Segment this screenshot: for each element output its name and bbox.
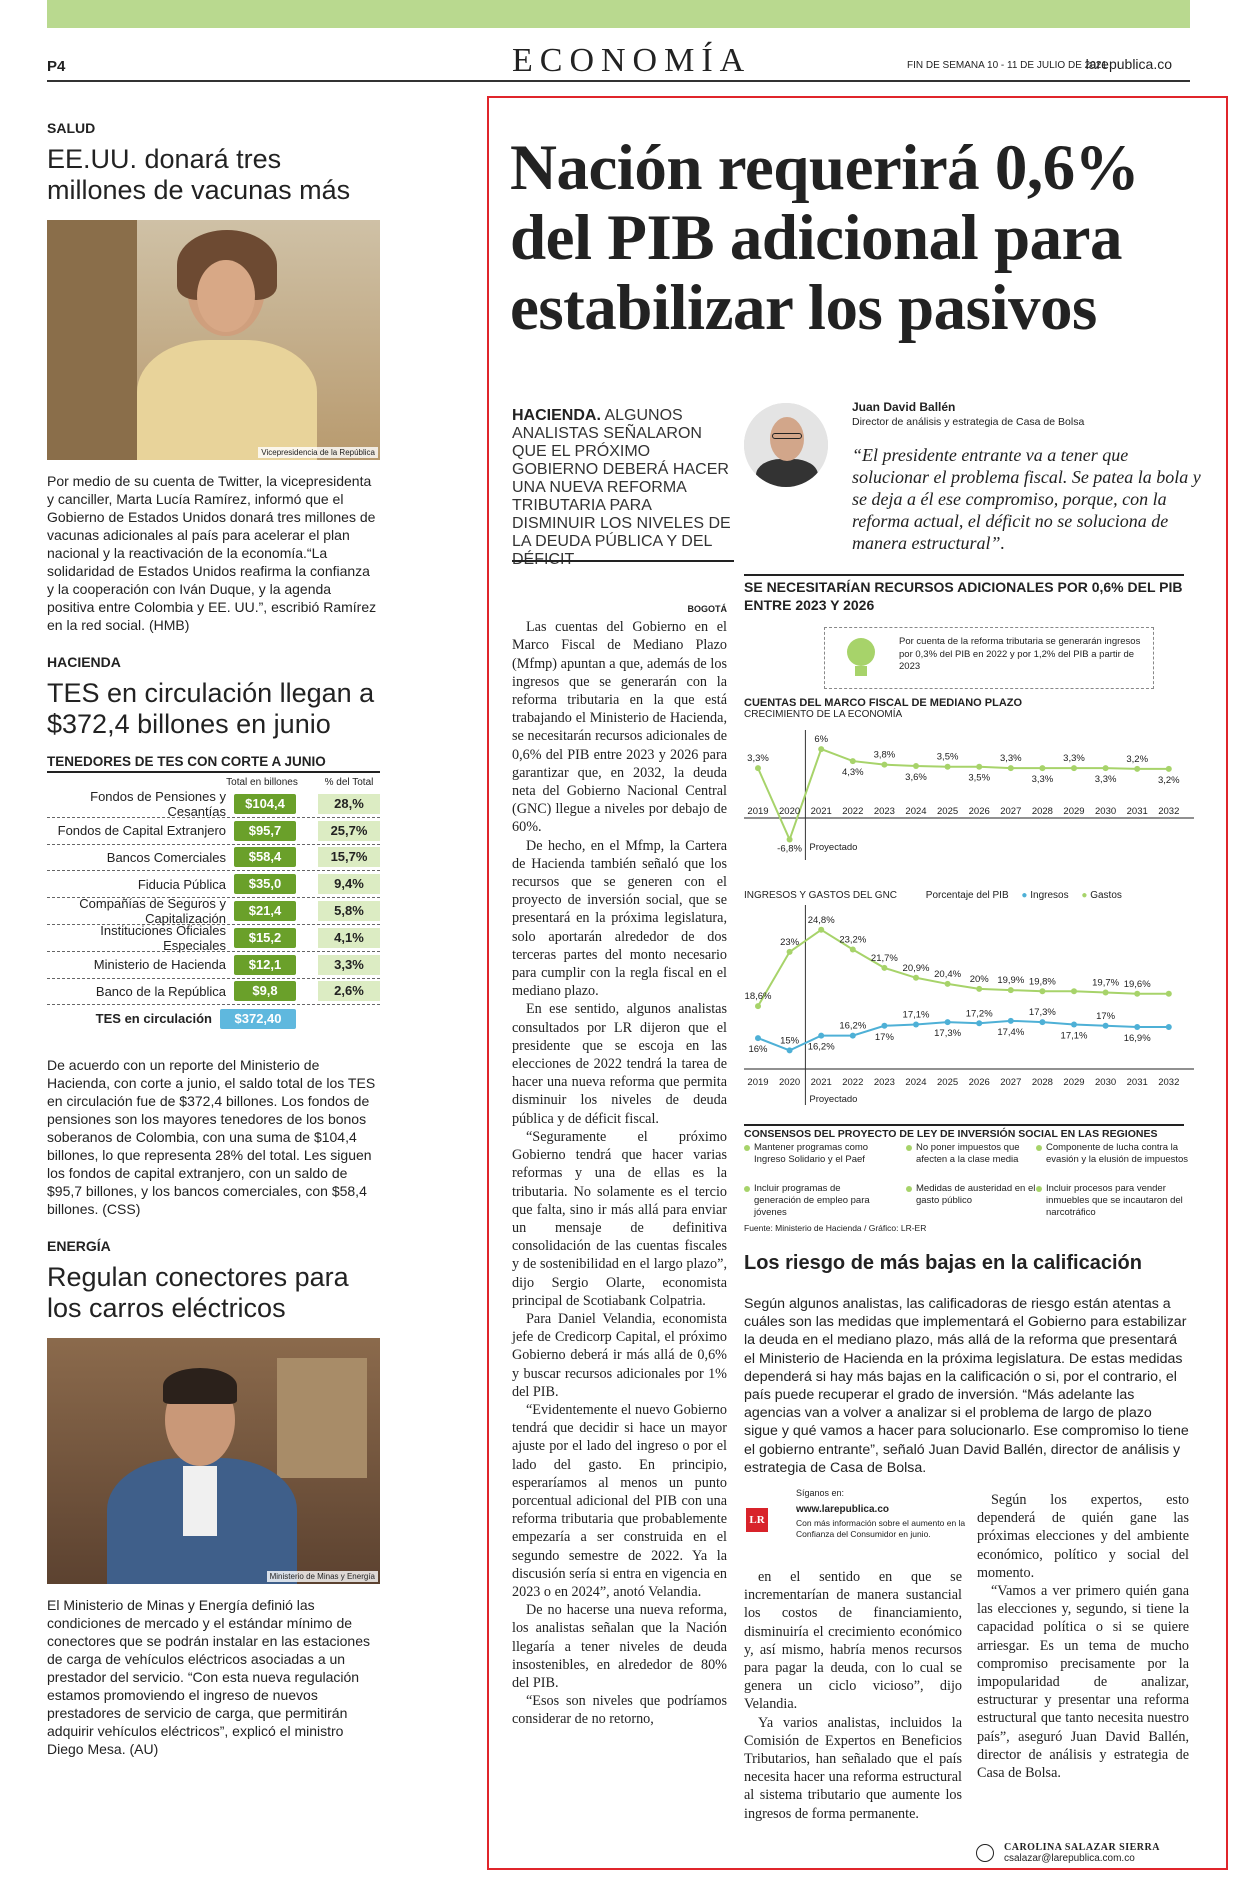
chart1-subtitle: CRECIMIENTO DE LA ECONOMÍA — [744, 709, 903, 720]
tes-row-value: $104,4 — [234, 794, 296, 814]
tes-total-value: $372,40 — [220, 1009, 296, 1029]
consensus-item: Incluir procesos para vender inmuebles que se incautaron del narcotráfico — [1036, 1183, 1191, 1219]
article-column-2 — [744, 1568, 962, 1823]
x-tick-label: 2031 — [1126, 1077, 1148, 1088]
tes-row — [47, 898, 380, 925]
col1-paragraphs — [512, 618, 727, 1728]
author-block — [1004, 1842, 1160, 1864]
growth-line — [758, 749, 1169, 839]
ingresos-label: 16,2% — [839, 1020, 867, 1032]
tes-row-name: Compañías de Seguros y Capitalización — [79, 896, 226, 927]
tes-row-value: $95,7 — [234, 821, 296, 841]
consensus-item: Medidas de austeridad en el gasto público — [906, 1183, 1036, 1207]
gastos-point — [850, 946, 856, 952]
x-tick-label: 2021 — [810, 806, 832, 817]
ingresos-point — [1071, 1022, 1077, 1028]
growth-label: 3,8% — [873, 749, 896, 761]
x-tick-label: 2025 — [937, 806, 959, 817]
gastos-point — [881, 965, 887, 971]
follow-url[interactable]: www.larepublica.co — [796, 1504, 889, 1515]
article-paragraph: “Evidentemente el nuevo Gobierno tendrá que decidir si hace un mayor ajuste por el lado del ingreso o por el lado del gasto. En principio, esperaríamos al menos un punto porcentual adicional del PIB con una reforma tributaria que probablemente empezaría a ser construida en el segundo semestre de 2022. Ya la discusión sería si entra en vigencia en 2023 o en 2024”, anotó Velandia. — [512, 1401, 727, 1600]
gastos-label: 24,8% — [807, 914, 835, 926]
x-tick-label: 2020 — [779, 1077, 801, 1088]
ingresos-point — [945, 1019, 951, 1025]
energia-kicker: ENERGÍA — [47, 1238, 111, 1255]
projected-label: Proyectado — [809, 842, 858, 853]
tes-row-name: Instituciones Oficiales Especiales — [100, 922, 226, 953]
energia-photo-caption: Ministerio de Minas y Energía — [267, 1571, 378, 1582]
x-tick-label: 2028 — [1031, 806, 1053, 817]
gastos-label: 19,6% — [1123, 978, 1151, 990]
article-paragraph: Las cuentas del Gobierno en el Marco Fiscal de Mediano Plazo (Mfmp) apuntan a que, además de los ingresos que se generarán con la reforma tributaria en la que está trabajando el Ministerio de Hacienda, se necesitarán recursos adicionales de 0,6% del PIB entre 2023 y 2026 para garantizar que, en 2032, la deuda neta del Gobierno Nacional Central (GNC) llegue a niveles por debajo de 60%. — [512, 619, 727, 836]
col2-paragraphs — [744, 1568, 962, 1823]
article-paragraph: Para Daniel Velandia, economista jefe de Credicorp Capital, el próximo Gobierno deberá ir más allá de 0,6% y buscar recursos adicionales por 1% del PIB. — [512, 1310, 727, 1400]
lr-logo: LR — [746, 1508, 768, 1532]
x-tick-label: 2021 — [810, 1077, 832, 1088]
growth-point — [1071, 765, 1077, 771]
lead-body: ALGUNOS ANALISTAS SEÑALARON QUE EL PRÓXIMO GOBIERNO DEBERÁ HACER UNA NUEVA REFORMA TRIBUTARIA PARA DISMINUIR LOS NIVELES DE LA DEUDA PÚBLICA Y DEL — [512, 407, 731, 550]
x-tick-label: 2024 — [905, 1077, 927, 1088]
tes-row-value: $15,2 — [234, 928, 296, 948]
section-name: ECONOMÍA — [512, 42, 752, 79]
x-tick-label: 2020 — [779, 806, 801, 817]
pull-quote: “El presidente entrante va a tener que solucionar el problema fiscal. Se patea la bola y se deja a él ese compromiso, porque, con la reforma actual, el déficit no se soluciona de manera estructural”. — [852, 445, 1201, 553]
x-tick-label: 2030 — [1095, 1077, 1117, 1088]
tes-table-title: TENEDORES DE TES CON CORTE A JUNIO — [47, 754, 380, 773]
mail-icon — [976, 1844, 994, 1862]
tes-row-pct: 3,3% — [318, 955, 380, 975]
tes-col-pct: % del Total — [324, 777, 374, 788]
article-column-3 — [977, 1491, 1189, 1782]
ingresos-point — [1134, 1024, 1140, 1030]
issue-date: FIN DE SEMANA 10 - 11 DE JULIO DE 2021 — [907, 60, 1107, 71]
ingresos-label: 16% — [748, 1044, 768, 1056]
x-tick-label: 2019 — [747, 1077, 769, 1088]
consensus-item: No poner impuestos que afecten a la clase media — [906, 1142, 1036, 1166]
growth-point — [755, 765, 761, 771]
tes-col-total: Total en billones — [226, 777, 298, 788]
page-number: P4 — [47, 58, 66, 75]
chart1-labels — [744, 697, 1022, 720]
quote-name: Juan David Ballén — [852, 400, 956, 414]
gastos-point — [1071, 988, 1077, 994]
col3-paragraphs — [977, 1491, 1189, 1782]
chart2-legend-title: Porcentaje del PIB — [925, 890, 1009, 901]
x-tick-label: 2029 — [1063, 1077, 1085, 1088]
article-paragraph: “Seguramente el próximo Gobierno tendrá que hacer varias reformas y una de ellas es la tributaria. No solamente es el tercio que falta, sino ir más allá para enviar un mensaje de definitiva consolidación de las cuentas fiscales y de sostenibilidad en el largo plazo”, dijo Sergio Olarte, economista principal de Scotiabank Colpatria. — [512, 1128, 727, 1309]
ingresos-label: 17,4% — [997, 1026, 1025, 1038]
tes-row — [47, 788, 380, 819]
gastos-point — [976, 986, 982, 992]
article-paragraph: De no hacerse una nueva reforma, los analistas señalan que la Nación llegaría a tener niveles de deuda insostenibles, en alrededor de 80% del PIB. — [512, 1602, 727, 1691]
salud-title: EE.UU. donará tres millones de vacunas más — [47, 144, 351, 205]
article-paragraph: “Vamos a ver primero quién gana las elecciones y, segundo, si tiene la capacidad política o si se quiere arriesgar. Es un tema de mucho compromiso precisamente por la impopularidad de analizar, estructurar y presentar una reforma estructural que tanto necesita nuestro país”, aseguró Juan David Ballén, director de análisis y estrategia de Casa de Bolsa. — [977, 1583, 1189, 1782]
tes-row-pct: 9,4% — [318, 874, 380, 894]
tes-row-name: Ministerio de Hacienda — [93, 957, 226, 973]
ingresos-point — [787, 1047, 793, 1053]
x-tick-label: 2025 — [937, 1077, 959, 1088]
tes-total-row — [47, 1005, 380, 1032]
tes-row-pct: 2,6% — [318, 981, 380, 1001]
growth-point — [787, 837, 793, 843]
infographic-title: SE NECESITARÍAN RECURSOS ADICIONALES POR 0,6% DEL PIB ENTRE 2023 Y 2026 — [744, 574, 1184, 614]
tes-row-value: $21,4 — [234, 901, 296, 921]
ingresos-label: 17,2% — [965, 1008, 993, 1020]
growth-point — [850, 758, 856, 764]
x-tick-label: 2030 — [1095, 806, 1117, 817]
income-expense-chart — [744, 905, 1194, 1105]
ingresos-label: 17% — [1096, 1010, 1116, 1022]
growth-label: 3,3% — [1063, 753, 1085, 765]
ingresos-label: 16,2% — [807, 1041, 835, 1053]
tes-row-pct: 28,% — [318, 794, 380, 814]
growth-label: 6% — [814, 734, 829, 746]
growth-label: 3,2% — [1157, 774, 1180, 786]
x-tick-label: 2027 — [1000, 1077, 1022, 1088]
gastos-point — [1134, 991, 1140, 997]
x-tick-label: 2031 — [1126, 806, 1148, 817]
ingresos-point — [850, 1033, 856, 1039]
tes-row — [47, 979, 380, 1006]
ingresos-point — [755, 1035, 761, 1041]
hacienda-kicker: HACIENDA — [47, 654, 121, 670]
quote-role: Director de análisis y estrategia de Casa de Bolsa — [852, 416, 1085, 428]
ingresos-label: 17% — [874, 1031, 894, 1043]
projected-label: Proyectado — [809, 1094, 858, 1105]
ingresos-point — [818, 1033, 824, 1039]
tes-row-name: Fondos de Pensiones y Cesantías — [90, 788, 226, 819]
main-headline: Nación requerirá 0,6% del PIB adicional para estabilizar los pasivos — [510, 132, 1140, 344]
x-tick-label: 2023 — [873, 806, 895, 817]
consensus-item: Incluir programas de generación de empleo para jóvenes — [744, 1183, 884, 1219]
legend-gastos: Gastos — [1090, 890, 1122, 901]
tes-row — [47, 952, 380, 979]
follow-desc: Con más información sobre el aumento en la Confianza del Consumidor en junio. — [796, 1518, 966, 1539]
growth-label: 3,5% — [968, 772, 991, 784]
follow-label: Síganos en: — [796, 1488, 845, 1498]
ingresos-point — [1008, 1018, 1014, 1024]
ingresos-point — [976, 1020, 982, 1026]
gastos-label: 19,9% — [997, 975, 1025, 987]
gastos-label: 19,8% — [1028, 976, 1056, 988]
site-link[interactable]: larepublica.co — [1085, 56, 1172, 72]
gastos-label: 23,2% — [839, 934, 867, 946]
growth-point — [1134, 766, 1140, 772]
tes-total-label: TES en circulación — [95, 1011, 212, 1027]
author-email[interactable]: csalazar@larepublica.com.co — [1004, 1853, 1135, 1864]
growth-point — [1166, 766, 1172, 772]
growth-label: 3,3% — [1094, 774, 1117, 786]
growth-point — [818, 746, 824, 752]
ingresos-point — [881, 1023, 887, 1029]
growth-label: 4,3% — [841, 767, 864, 779]
ingresos-label: 17,1% — [902, 1009, 930, 1021]
chart2-title: INGRESOS Y GASTOS DEL GNC — [744, 890, 898, 901]
article-paragraph: Según los expertos, esto dependerá de quién gane las próximas elecciones y del ambiente económico, político y social del momento. — [977, 1492, 1189, 1581]
gastos-point — [1008, 987, 1014, 993]
growth-label: 3,2% — [1126, 753, 1149, 765]
growth-point — [881, 762, 887, 768]
dateline: BOGOTÁ — [687, 604, 727, 614]
consensus-title: CONSENSOS DEL PROYECTO DE LEY DE INVERSIÓN SOCIAL EN LAS REGIONES — [744, 1124, 1184, 1140]
growth-point — [1008, 765, 1014, 771]
x-tick-label: 2028 — [1031, 1077, 1053, 1088]
ingresos-point — [913, 1022, 919, 1028]
hacienda-text: De acuerdo con un reporte del Ministerio de Hacienda, con corte a junio, el saldo total de los TES en circulación fue de $372,4 billones. Los fondos de pensiones son los mayores tenedores de los bonos soberanos de Colombia, con una suma de $104,4 billones, lo que representa 28% del total. Les siguen los fondos de capital extranjero, con un saldo de $95,7 billones, y los bancos comerciales, con $58,4 billones. (CSS) — [47, 1057, 376, 1218]
growth-label: 3,6% — [905, 772, 927, 784]
gastos-point — [818, 927, 824, 933]
x-tick-label: 2027 — [1000, 806, 1022, 817]
tes-row-name: Bancos Comerciales — [106, 849, 226, 865]
tes-row-value: $12,1 — [234, 955, 296, 975]
chart1-title: CUENTAS DEL MARCO FISCAL DE MEDIANO PLAZO — [744, 697, 1023, 709]
ingresos-label: 17,3% — [1028, 1007, 1056, 1019]
growth-chart — [744, 730, 1194, 880]
tes-row-name: Fondos de Capital Extranjero — [57, 823, 226, 839]
tes-row-pct: 15,7% — [318, 847, 380, 867]
lead-kicker: HACIENDA. — [512, 407, 601, 424]
ingresos-point — [1166, 1024, 1172, 1030]
article-paragraph: En ese sentido, algunos analistas consultados por LR dijeron que el presidente que se escoja en las elecciones de 2022 tendrá la tarea de hacer una nueva reforma que permita disminuir los niveles de deuda pública y de déficit fiscal. — [512, 1001, 727, 1127]
chart2-labels: INGRESOS Y GASTOS DEL GNC Porcentaje del PIB ● Ingresos ● Gastos — [744, 890, 1122, 901]
growth-label: 3,3% — [1031, 774, 1054, 786]
gastos-point — [787, 949, 793, 955]
gastos-point — [945, 981, 951, 987]
tes-row — [47, 818, 380, 845]
tes-row-name: Fiducia Pública — [137, 876, 226, 892]
tes-table — [47, 788, 380, 1005]
gastos-label: 19,7% — [1092, 977, 1120, 989]
lead-divider — [512, 560, 734, 562]
growth-point — [913, 763, 919, 769]
gastos-point — [1039, 988, 1045, 994]
x-tick-label: 2026 — [968, 1077, 990, 1088]
energia-photo — [47, 1338, 380, 1584]
energia-title: Regulan conectores para los carros eléctricos — [47, 1262, 349, 1324]
gastos-label: 23% — [780, 936, 800, 948]
energia-text: El Ministerio de Minas y Energía definió las condiciones de mercado y el estándar mínimo de conectores que se podrán instalar en las estaciones de carga de vehículos eléctricos asociadas a un prestador del servicio. “Con esta nueva regulación estamos promoviendo el ingreso de nuevos prestadores de servicio de carga, que permitirán adquirir vehículos eléctricos”, explicó el ministro Diego Mesa. (AU) — [47, 1597, 370, 1758]
reform-note: Por cuenta de la reforma tributaria se generarán ingresos por 0,3% del PIB en 2022 y por 1,2% del PIB a partir de 2023 — [899, 636, 1141, 672]
subhead-text: Según algunos analistas, las calificadoras de riesgo están atentas a cuáles son las medidas que implementará el Gobierno para estabilizar la deuda en el mediano plazo, más allá de la reforma que presentará el Ministerio de Hacienda en la próxima legislatura. De estas medidas dependerá si hay más bajas en la calificación o si, por el contrario, el país puede recuperar el grado de inversión. “Más adelante las agencias van a volver a analizar si el problema de largo de plazo sigue y qué vamos a hacer para solucionarlo. Ese compromiso lo tiene el gobierno entrante”, señaló Juan David Ballén, director de análisis y estrategia de Casa de Bolsa. — [744, 1296, 1189, 1476]
author-name: CAROLINA SALAZAR SIERRA — [1004, 1842, 1160, 1853]
salud-text: Por medio de su cuenta de Twitter, la vicepresidenta y canciller, Marta Lucía Ramírez, informó que el Gobierno de Estados Unidos donará tres millones de vacunas adicionales al país para acelerar el plan nacional y la reactivación de la economía.“La solidaridad de Estados Unidos reafirma la confianza y la cooperación con Iván Duque, y la agenda positiva entre Colombia y EE. UU.”, escribió Ramírez en la red social. (HMB) — [47, 473, 377, 633]
x-tick-label: 2024 — [905, 806, 927, 817]
x-tick-label: 2032 — [1158, 806, 1180, 817]
reform-note-box — [824, 627, 1154, 689]
chart-source: Fuente: Ministerio de Hacienda / Gráfico: LR-ER — [744, 1223, 927, 1233]
lightbulb-icon — [847, 638, 875, 666]
ingresos-point — [1103, 1023, 1109, 1029]
page-header — [47, 40, 1190, 82]
growth-label: -6,8% — [777, 843, 803, 855]
lead-text — [512, 407, 734, 569]
ingresos-label: 17,3% — [934, 1028, 962, 1040]
gastos-point — [913, 975, 919, 981]
consensus-item: Mantener programas como Ingreso Solidario y el Paef — [744, 1142, 884, 1166]
gastos-point — [1166, 991, 1172, 997]
tes-row-pct: 25,7% — [318, 821, 380, 841]
x-tick-label: 2022 — [842, 1077, 864, 1088]
gastos-label: 20% — [969, 973, 989, 985]
x-tick-label: 2032 — [1158, 1077, 1180, 1088]
ingresos-point — [1039, 1019, 1045, 1025]
article-column-1 — [512, 600, 727, 1729]
x-tick-label: 2019 — [747, 806, 769, 817]
left-column — [47, 120, 380, 1758]
salud-kicker: SALUD — [47, 120, 96, 136]
consensus-item: Componente de lucha contra la evasión y la elusión de impuestos — [1036, 1142, 1191, 1166]
article-paragraph: Ya varios analistas, incluidos la Comisión de Expertos en Beneficios Tributarios, han señalado que el país necesita hacer una reforma estructural al sistema tributario que aumente los ingresos de forma permanente. — [744, 1714, 962, 1822]
ingresos-label: 17,1% — [1060, 1030, 1088, 1042]
tes-row — [47, 845, 380, 872]
tes-row-value: $35,0 — [234, 874, 296, 894]
salud-photo-caption: Vicepresidencia de la República — [258, 447, 378, 458]
growth-label: 3,5% — [936, 751, 959, 763]
growth-point — [976, 764, 982, 770]
article-paragraph: De hecho, en el Mfmp, la Cartera de Hacienda también señaló que los recursos que se generen con el proyecto de inversión social, que se presentará en la próxima legislatura, solo aportarán alrededor de dos terceras partes del monto necesario para cumplir con la regla fiscal en el mediano plazo. — [512, 837, 727, 1000]
salud-photo — [47, 220, 380, 460]
gastos-point — [1103, 990, 1109, 996]
growth-point — [1039, 765, 1045, 771]
x-tick-label: 2023 — [873, 1077, 895, 1088]
quote-avatar — [744, 403, 828, 487]
gastos-point — [755, 1003, 761, 1009]
subhead: Los riesgo de más bajas en la calificación — [744, 1252, 1142, 1274]
gastos-label: 18,6% — [744, 991, 772, 1003]
tes-row-name: Banco de la República — [95, 983, 226, 999]
tes-row — [47, 871, 380, 898]
x-tick-label: 2029 — [1063, 806, 1085, 817]
legend-ingresos: Ingresos — [1030, 890, 1069, 901]
gastos-label: 20,9% — [902, 962, 930, 974]
hacienda-title: TES en circulación llegan a $372,4 billones en junio — [47, 678, 375, 739]
gastos-label: 20,4% — [934, 968, 962, 980]
gastos-label: 21,7% — [870, 952, 898, 964]
growth-point — [945, 764, 951, 770]
x-tick-label: 2026 — [968, 806, 990, 817]
growth-label: 3,3% — [999, 753, 1022, 765]
follow-box — [744, 1488, 972, 1570]
ingresos-label: 16,9% — [1123, 1033, 1151, 1044]
tes-row — [47, 922, 380, 953]
ingresos-label: 15% — [780, 1035, 800, 1047]
article-paragraph: “Esos son niveles que podríamos considerar de no retorno, — [512, 1693, 727, 1728]
article-paragraph: en el sentido en que se incrementarían de manera sustancial los costos de financiamiento, disminuiría el crecimiento económico y, así mismo, habría menos recursos para pagar la deuda, con lo cual se genera un ciclo vicioso”, dijo Velandia. — [744, 1569, 962, 1713]
x-tick-label: 2022 — [842, 806, 864, 817]
tes-row-pct: 4,1% — [318, 928, 380, 948]
top-color-bar — [47, 0, 1190, 28]
growth-point — [1103, 765, 1109, 771]
tes-row-pct: 5,8% — [318, 901, 380, 921]
growth-label: 3,3% — [747, 753, 769, 765]
tes-row-value: $58,4 — [234, 847, 296, 867]
tes-row-value: $9,8 — [234, 981, 296, 1001]
